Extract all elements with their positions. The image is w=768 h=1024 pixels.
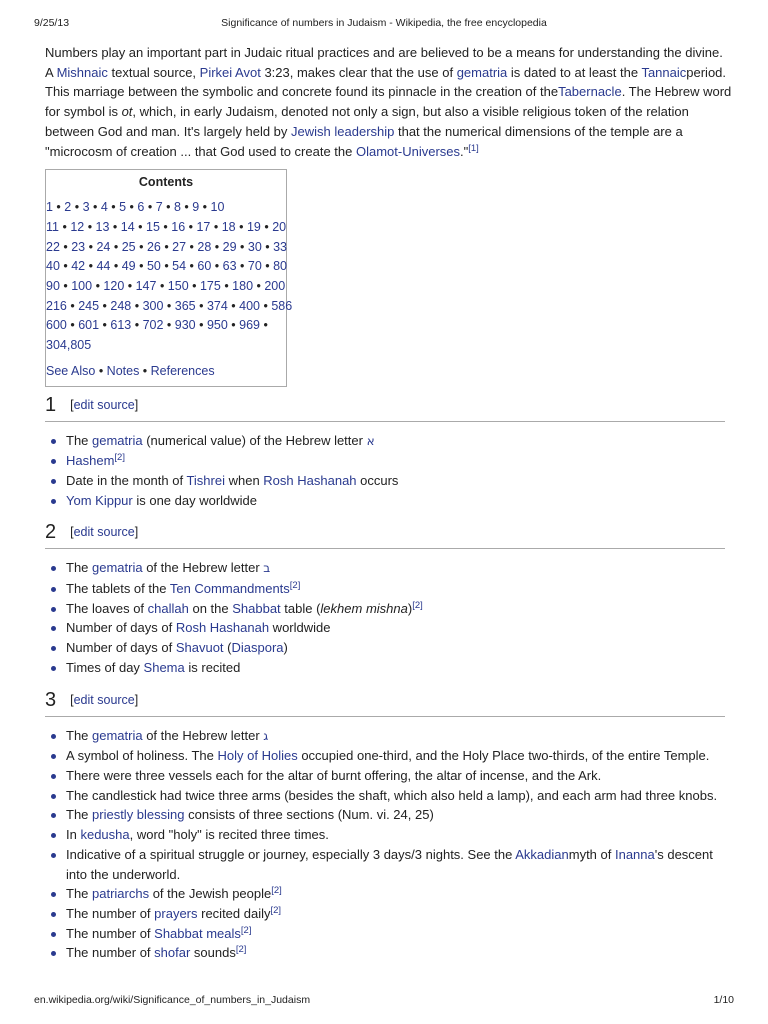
toc-separator: • bbox=[107, 200, 120, 215]
toc-link-10[interactable]: 10 bbox=[210, 200, 225, 215]
toc-separator: • bbox=[59, 279, 72, 294]
list-item bbox=[66, 746, 733, 766]
toc-separator: • bbox=[185, 219, 197, 234]
text-run: of the Jewish people bbox=[149, 886, 272, 902]
toc-separator: • bbox=[186, 259, 198, 274]
toc-link-120[interactable]: 120 bbox=[103, 279, 125, 294]
bracket: ] bbox=[134, 692, 139, 707]
link-shavuot[interactable]: Shavuot bbox=[175, 640, 224, 656]
toc-link-14[interactable]: 14 bbox=[120, 219, 135, 234]
link-gematria[interactable]: gematria bbox=[92, 560, 143, 576]
toc-separator: • bbox=[131, 298, 143, 313]
toc-separator: • bbox=[99, 298, 111, 313]
text-run: Indicative of a spiritual struggle or journey, especially 3 days/3 nights. See the bbox=[66, 846, 516, 862]
text-run: table ( bbox=[280, 600, 321, 616]
toc-separator: • bbox=[89, 200, 101, 215]
citation-link[interactable]: [1] bbox=[468, 142, 479, 154]
text-run: on the bbox=[188, 600, 233, 616]
list-item bbox=[66, 924, 733, 944]
text-run: of the Hebrew letter bbox=[142, 727, 264, 743]
citation bbox=[114, 452, 125, 463]
toc-link-5[interactable]: 5 bbox=[119, 200, 127, 215]
text-run: A symbol of holiness. The bbox=[66, 748, 218, 764]
print-date: 9/25/13 bbox=[34, 17, 70, 29]
citation bbox=[271, 905, 282, 916]
toc-link-586[interactable]: 586 bbox=[271, 298, 293, 313]
toc-separator: • bbox=[160, 259, 173, 274]
toc-link-63[interactable]: 63 bbox=[222, 259, 237, 274]
toc-separator: • bbox=[180, 200, 193, 215]
text-run: (numerical value) of the Hebrew letter bbox=[142, 432, 367, 448]
toc-link-24[interactable]: 24 bbox=[96, 239, 111, 254]
link-tabernacle[interactable]: Tabernacle bbox=[558, 84, 622, 100]
toc-link-216[interactable]: 216 bbox=[46, 298, 67, 313]
bracket: [ bbox=[70, 692, 74, 707]
toc-separator: • bbox=[144, 200, 156, 215]
toc-separator: • bbox=[227, 318, 240, 333]
list-item bbox=[66, 884, 733, 904]
edit-section bbox=[70, 693, 138, 707]
list-item bbox=[66, 431, 733, 452]
toc-link-50[interactable]: 50 bbox=[146, 259, 161, 274]
toc-link-90[interactable]: 90 bbox=[46, 279, 60, 294]
link-olamot-universes[interactable]: Olamot-Universes bbox=[355, 143, 461, 159]
text-run: 's descent into the underworld. bbox=[66, 846, 713, 882]
toc-separator: • bbox=[211, 259, 223, 274]
text-run: Date in the month of bbox=[66, 472, 187, 488]
text-run: occurs bbox=[356, 472, 399, 488]
link-shabbat-meals[interactable]: Shabbat meals bbox=[154, 925, 241, 941]
toc-link-26[interactable]: 26 bbox=[146, 239, 161, 254]
citation bbox=[290, 580, 301, 591]
section-heading bbox=[45, 393, 725, 422]
toc-separator: • bbox=[131, 318, 143, 333]
toc-separator: • bbox=[211, 239, 223, 254]
toc-separator: • bbox=[259, 298, 272, 313]
toc-link-3[interactable]: 3 bbox=[82, 200, 90, 215]
link-akkadian[interactable]: Akkadian bbox=[515, 846, 569, 862]
toc-separator: • bbox=[58, 219, 71, 234]
toc-link-374[interactable]: 374 bbox=[206, 298, 228, 313]
list-item bbox=[66, 766, 733, 786]
toc-link-54[interactable]: 54 bbox=[172, 259, 187, 274]
toc-link-70[interactable]: 70 bbox=[247, 259, 262, 274]
toc-link-60[interactable]: 60 bbox=[197, 259, 212, 274]
toc-separator: • bbox=[139, 363, 151, 378]
link-shabbat[interactable]: Shabbat bbox=[232, 600, 281, 616]
citation-link[interactable]: [2] bbox=[271, 885, 282, 897]
text-run: ( bbox=[223, 640, 232, 656]
toc-line bbox=[46, 297, 293, 317]
print-footer bbox=[34, 994, 734, 1008]
citation-link[interactable]: [2] bbox=[412, 599, 423, 611]
text-run: occupied one-third, and the Holy Place two-thirds, of the entire Temple. bbox=[297, 748, 710, 764]
hebrew-letter-link[interactable]: ב bbox=[263, 561, 271, 576]
toc-link-7[interactable]: 7 bbox=[155, 200, 163, 215]
text-run: The bbox=[66, 807, 93, 823]
list-item bbox=[66, 599, 733, 619]
text-run: There were three vessels each for the altar of burnt offering, the altar of incense, and the Ark. bbox=[66, 767, 602, 783]
toc-link-950[interactable]: 950 bbox=[206, 318, 228, 333]
text-run: The number of bbox=[66, 905, 155, 921]
link-hashem[interactable]: Hashem bbox=[66, 453, 115, 469]
toc-link-4[interactable]: 4 bbox=[100, 200, 108, 215]
link-inanna[interactable]: Inanna bbox=[614, 846, 655, 862]
text-run: The number of bbox=[66, 945, 155, 961]
toc-separator: • bbox=[92, 279, 104, 294]
print-page-title: Significance of numbers in Judaism - Wikipedia, the free encyclopedia bbox=[221, 17, 547, 29]
text-run: The candlestick had twice three arms (besides the shaft, which also held a lamp), and each arm had three knobs. bbox=[66, 787, 718, 803]
text-run: sounds bbox=[190, 945, 236, 961]
citation-link[interactable]: [2] bbox=[114, 452, 125, 464]
list-item bbox=[66, 904, 733, 924]
link-holy-of-holies[interactable]: Holy of Holies bbox=[217, 748, 298, 764]
toc-link-300[interactable]: 300 bbox=[142, 298, 164, 313]
toc-link-15[interactable]: 15 bbox=[146, 219, 160, 234]
toc-separator: • bbox=[261, 259, 274, 274]
text-run: . The Hebrew word for symbol is bbox=[45, 84, 732, 120]
toc-separator: • bbox=[124, 279, 136, 294]
link-challah[interactable]: challah bbox=[147, 600, 189, 616]
text-run: The tablets of the bbox=[66, 581, 170, 597]
section-list bbox=[45, 726, 733, 963]
link-priestly-blessing[interactable]: priestly blessing bbox=[92, 807, 185, 823]
toc-link-42[interactable]: 42 bbox=[71, 259, 86, 274]
link-gematria[interactable]: gematria bbox=[92, 432, 143, 448]
text-run: , which, in early Judaism, denoted not only a sign, but also a visible religious token of the relation between God and man. It's largely held by bbox=[45, 104, 689, 139]
italic-text: ot bbox=[121, 104, 133, 120]
edit-source-link[interactable]: edit source bbox=[73, 397, 135, 412]
toc-link-12[interactable]: 12 bbox=[70, 219, 85, 234]
article-content bbox=[45, 43, 733, 973]
text-run: The bbox=[66, 727, 93, 743]
toc-separator: • bbox=[236, 239, 248, 254]
text-run: ) bbox=[283, 640, 288, 656]
toc-link-17[interactable]: 17 bbox=[196, 219, 211, 234]
link-gematria[interactable]: gematria bbox=[456, 64, 508, 80]
toc-link-16[interactable]: 16 bbox=[171, 219, 186, 234]
toc-separator: • bbox=[235, 219, 247, 234]
edit-section bbox=[70, 525, 138, 539]
list-item bbox=[66, 845, 733, 884]
toc-separator: • bbox=[236, 259, 248, 274]
toc-link-400[interactable]: 400 bbox=[239, 298, 260, 313]
toc-separator: • bbox=[109, 219, 121, 234]
toc-link-147[interactable]: 147 bbox=[135, 279, 157, 294]
toc-link-304-805[interactable]: 304,805 bbox=[46, 338, 92, 353]
toc-separator: • bbox=[66, 298, 79, 313]
link-rosh-hashanah[interactable]: Rosh Hashanah bbox=[263, 472, 357, 488]
toc-link-references[interactable]: References bbox=[150, 363, 215, 378]
toc-link-613[interactable]: 613 bbox=[110, 318, 132, 333]
link-rosh-hashanah[interactable]: Rosh Hashanah bbox=[175, 620, 270, 636]
text-run: is recited bbox=[184, 659, 241, 675]
toc-separator: • bbox=[52, 200, 65, 215]
section-list bbox=[45, 558, 733, 677]
toc-link-23[interactable]: 23 bbox=[71, 239, 86, 254]
list-item bbox=[66, 805, 733, 825]
toc-separator: • bbox=[227, 298, 240, 313]
toc-separator: • bbox=[85, 239, 97, 254]
toc-link-28[interactable]: 28 bbox=[197, 239, 212, 254]
text-run: myth of bbox=[568, 846, 615, 862]
list-item bbox=[66, 491, 733, 511]
text-run: , word "holy" is recited three times. bbox=[129, 827, 329, 843]
toc-link-9[interactable]: 9 bbox=[192, 200, 200, 215]
citation bbox=[236, 944, 247, 955]
toc-separator: • bbox=[195, 298, 207, 313]
toc-separator: • bbox=[253, 279, 265, 294]
bracket: ] bbox=[134, 525, 139, 540]
toc-separator: • bbox=[99, 318, 111, 333]
toc-link-200[interactable]: 200 bbox=[264, 279, 286, 294]
toc-link-2[interactable]: 2 bbox=[64, 200, 72, 215]
toc-separator: • bbox=[162, 200, 174, 215]
toc-separator: • bbox=[134, 219, 147, 234]
text-run: Numbers play an important part in Judaic ritual practices and are believed to be a means for understanding the divine. A bbox=[45, 45, 723, 80]
toc-separator: • bbox=[71, 200, 83, 215]
toc-separator: • bbox=[59, 239, 72, 254]
toc-link-22[interactable]: 22 bbox=[46, 239, 60, 254]
edit-source-link[interactable]: edit source bbox=[73, 525, 135, 540]
toc-link-11[interactable]: 11 bbox=[46, 219, 59, 234]
text-run: recited daily bbox=[197, 905, 271, 921]
toc-link-248[interactable]: 248 bbox=[110, 298, 132, 313]
toc-footer-links bbox=[46, 362, 286, 382]
toc-link-44[interactable]: 44 bbox=[96, 259, 111, 274]
toc-separator: • bbox=[160, 239, 173, 254]
list-item bbox=[66, 825, 733, 845]
bracket: ] bbox=[134, 397, 139, 412]
text-run: The bbox=[66, 886, 93, 902]
text-run: is dated to at least the bbox=[507, 64, 642, 80]
section-number: 2 bbox=[45, 521, 57, 544]
section-number: 1 bbox=[45, 393, 57, 416]
toc-link-notes[interactable]: Notes bbox=[106, 363, 140, 378]
section-list bbox=[45, 431, 733, 511]
citation-link[interactable]: [2] bbox=[235, 944, 247, 956]
toc-separator: • bbox=[126, 200, 138, 215]
toc-link-150[interactable]: 150 bbox=[167, 279, 189, 294]
citation-link[interactable]: [2] bbox=[240, 924, 252, 936]
text-run: Number of days of bbox=[66, 640, 176, 656]
toc-line bbox=[46, 198, 286, 218]
toc-separator: • bbox=[66, 318, 79, 333]
link-kedusha[interactable]: kedusha bbox=[80, 827, 130, 843]
hebrew-letter-link[interactable]: ג bbox=[263, 728, 269, 743]
list-item bbox=[66, 726, 733, 747]
citation bbox=[468, 143, 479, 154]
toc-line bbox=[46, 277, 286, 297]
text-run: In bbox=[66, 827, 81, 843]
toc-separator: • bbox=[260, 219, 273, 234]
toc-separator: • bbox=[156, 279, 168, 294]
text-run: Number of days of bbox=[66, 620, 176, 636]
edit-source-link[interactable]: edit source bbox=[73, 692, 135, 707]
list-item bbox=[66, 638, 733, 658]
list-item bbox=[66, 943, 733, 963]
link-mishnaic[interactable]: Mishnaic bbox=[56, 64, 108, 80]
print-header bbox=[34, 17, 734, 31]
toc-line bbox=[46, 257, 286, 277]
toc-separator: • bbox=[195, 318, 207, 333]
toc-link-20[interactable]: 20 bbox=[272, 219, 287, 234]
list-item bbox=[66, 451, 733, 471]
text-run: that the numerical dimensions of the temple are a "microcosm of creation ... that God used to create the bbox=[45, 123, 683, 159]
text-run: 3:23, makes clear that the use of bbox=[260, 64, 457, 80]
toc-link-18[interactable]: 18 bbox=[221, 219, 236, 234]
text-run: Times of day bbox=[66, 659, 144, 675]
toc-link-33[interactable]: 33 bbox=[273, 239, 288, 254]
toc-link-6[interactable]: 6 bbox=[137, 200, 145, 215]
toc-link-702[interactable]: 702 bbox=[142, 318, 164, 333]
link-patriarchs[interactable]: patriarchs bbox=[92, 886, 150, 902]
toc-link-100[interactable]: 100 bbox=[71, 279, 93, 294]
link-ten-commandments[interactable]: Ten Commandments bbox=[169, 581, 290, 597]
toc-link-40[interactable]: 40 bbox=[46, 259, 60, 274]
toc-line bbox=[46, 316, 286, 336]
link-gematria[interactable]: gematria bbox=[92, 727, 143, 743]
link-prayers[interactable]: prayers bbox=[154, 905, 198, 921]
toc-separator: • bbox=[199, 200, 211, 215]
bracket: [ bbox=[70, 397, 74, 412]
text-run: is one day worldwide bbox=[132, 492, 258, 508]
list-item bbox=[66, 579, 733, 599]
toc-link-80[interactable]: 80 bbox=[273, 259, 288, 274]
citation-link[interactable]: [2] bbox=[270, 904, 282, 916]
text-run: period. This marriage between the symbolic and concrete found its pinnacle in the creation of the bbox=[45, 64, 727, 100]
text-run: consists of three sections (Num. vi. 24, 25) bbox=[184, 807, 434, 823]
toc-link-601[interactable]: 601 bbox=[78, 318, 100, 333]
toc-line bbox=[46, 336, 286, 356]
toc-separator: • bbox=[210, 219, 222, 234]
toc-link-25[interactable]: 25 bbox=[121, 239, 136, 254]
toc-link-8[interactable]: 8 bbox=[173, 200, 181, 215]
list-item bbox=[66, 471, 733, 491]
link-shema[interactable]: Shema bbox=[143, 659, 185, 675]
toc-link-175[interactable]: 175 bbox=[199, 279, 221, 294]
link-tishrei[interactable]: Tishrei bbox=[186, 472, 225, 488]
bracket: [ bbox=[70, 525, 74, 540]
link-shofar[interactable]: shofar bbox=[154, 945, 191, 961]
italic-text: lekhem mishna bbox=[320, 600, 408, 616]
hebrew-letter-link[interactable]: א bbox=[366, 433, 375, 448]
table-of-contents bbox=[45, 169, 293, 386]
toc-link-30[interactable]: 30 bbox=[247, 239, 262, 254]
list-item bbox=[66, 558, 733, 579]
toc-link-27[interactable]: 27 bbox=[172, 239, 187, 254]
toc-link-930[interactable]: 930 bbox=[174, 318, 196, 333]
toc-link-180[interactable]: 180 bbox=[232, 279, 254, 294]
link-jewish-leadership[interactable]: Jewish leadership bbox=[291, 123, 395, 139]
link-pirkei-avot[interactable]: Pirkei Avot bbox=[199, 64, 261, 80]
toc-link-29[interactable]: 29 bbox=[222, 239, 237, 254]
text-run: ." bbox=[460, 143, 469, 159]
link-yom-kippur[interactable]: Yom Kippur bbox=[66, 492, 133, 508]
toc-separator: • bbox=[186, 239, 198, 254]
toc-line bbox=[46, 218, 286, 238]
citation bbox=[271, 885, 282, 896]
list-item bbox=[66, 786, 733, 806]
toc-title: Contents bbox=[138, 175, 194, 190]
toc-separator: • bbox=[59, 259, 72, 274]
toc-separator: • bbox=[163, 318, 175, 333]
toc-separator: • bbox=[110, 259, 122, 274]
toc-separator: • bbox=[159, 219, 172, 234]
toc-separator: • bbox=[84, 219, 96, 234]
toc-link-see-also[interactable]: See Also bbox=[46, 363, 96, 378]
text-run: The bbox=[66, 432, 93, 448]
toc-link-49[interactable]: 49 bbox=[121, 259, 136, 274]
citation bbox=[412, 600, 423, 611]
text-run: The number of bbox=[66, 925, 155, 941]
toc-separator: • bbox=[110, 239, 122, 254]
toc-link-969[interactable]: 969 bbox=[239, 318, 260, 333]
toc-line bbox=[46, 238, 286, 258]
toc-link-1[interactable]: 1 bbox=[46, 200, 53, 215]
toc-separator: • bbox=[188, 279, 200, 294]
toc-number-links bbox=[46, 198, 293, 356]
toc-link-13[interactable]: 13 bbox=[95, 219, 110, 234]
print-url: en.wikipedia.org/wiki/Significance_of_numbers_in_Judaism bbox=[34, 994, 311, 1006]
toc-link-365[interactable]: 365 bbox=[174, 298, 196, 313]
text-run: when bbox=[224, 472, 264, 488]
toc-link-245[interactable]: 245 bbox=[78, 298, 100, 313]
section-number: 3 bbox=[45, 688, 57, 711]
link-diaspora[interactable]: Diaspora bbox=[231, 640, 284, 656]
list-item bbox=[66, 618, 733, 638]
toc-separator: • bbox=[259, 318, 268, 333]
toc-link-600[interactable]: 600 bbox=[46, 318, 67, 333]
citation bbox=[241, 925, 252, 936]
text-run: textual source, bbox=[107, 64, 200, 80]
print-page-number: 1/10 bbox=[713, 994, 734, 1006]
toc-separator: • bbox=[135, 239, 147, 254]
toc-link-19[interactable]: 19 bbox=[246, 219, 261, 234]
toc-separator: • bbox=[220, 279, 233, 294]
text-run: ) bbox=[407, 600, 413, 616]
intro-paragraph bbox=[45, 43, 733, 161]
list-item bbox=[66, 658, 733, 678]
citation-link[interactable]: [2] bbox=[289, 580, 301, 592]
toc-separator: • bbox=[135, 259, 147, 274]
toc-separator: • bbox=[95, 363, 107, 378]
section-heading bbox=[45, 688, 725, 717]
text-run: The bbox=[66, 560, 93, 576]
toc-separator: • bbox=[261, 239, 274, 254]
text-run: worldwide bbox=[269, 620, 331, 636]
section-heading bbox=[45, 520, 725, 549]
toc-separator: • bbox=[163, 298, 175, 313]
link-tannaic[interactable]: Tannaic bbox=[641, 64, 687, 80]
sections bbox=[45, 393, 733, 963]
toc-separator: • bbox=[85, 259, 97, 274]
edit-section bbox=[70, 398, 138, 412]
text-run: of the Hebrew letter bbox=[142, 560, 264, 576]
text-run: The loaves of bbox=[66, 600, 148, 616]
